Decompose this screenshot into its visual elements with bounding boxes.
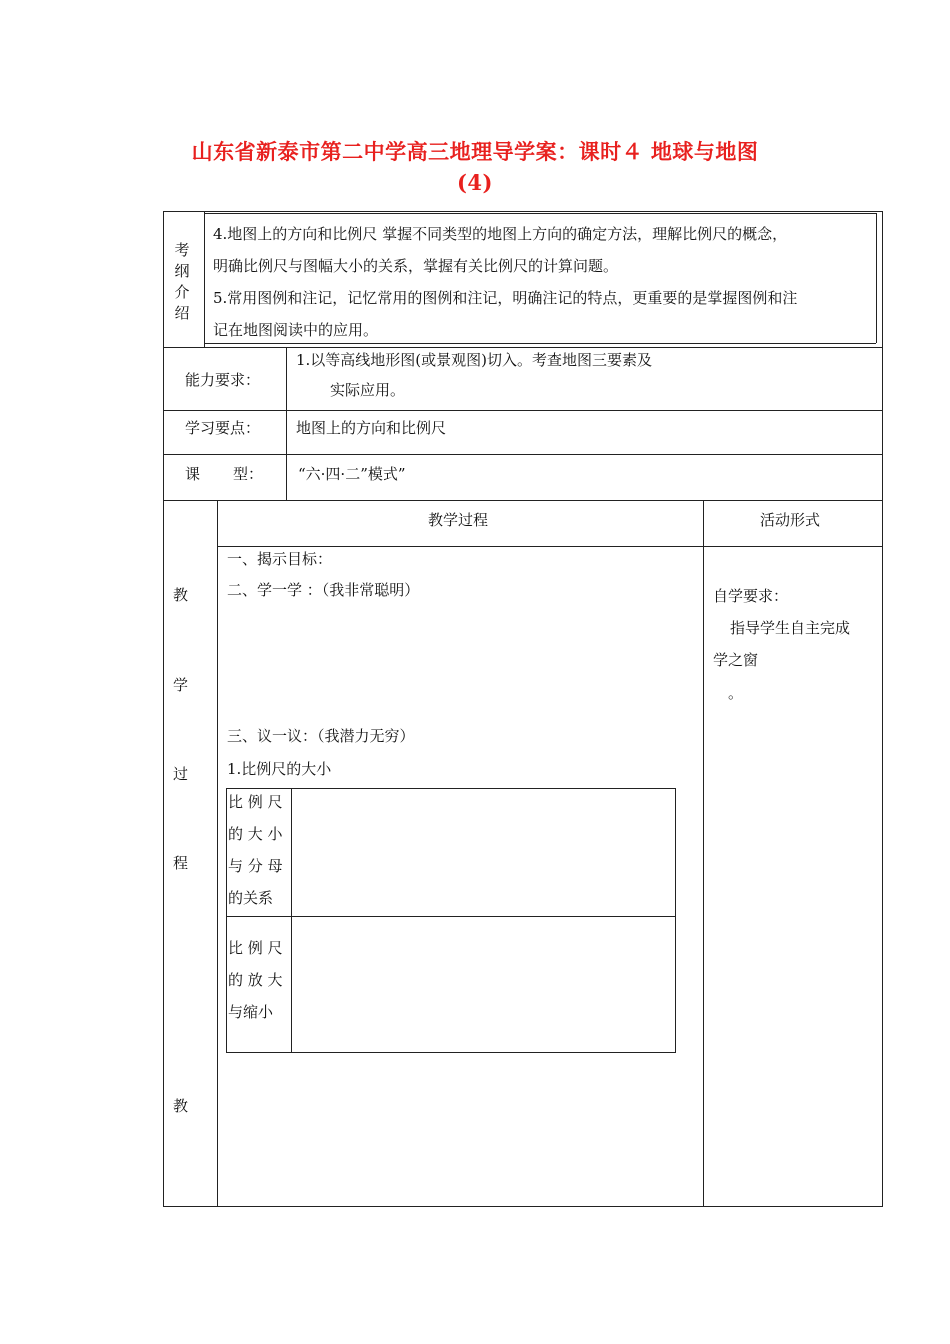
exam-intro-right-rule — [876, 213, 877, 343]
side-char-1: 教 — [173, 586, 189, 604]
key-points-label: 学习要点： — [185, 419, 261, 437]
exam-intro-line-3: 5.常用图例和注记，记忆常用的图例和注记，明确注记的特点，更重要的是掌握图例和注 — [213, 289, 798, 307]
exam-intro-label: 考纲介绍 — [174, 241, 190, 322]
lesson-type-label-a: 课 — [185, 465, 201, 483]
ability-line-2: 实际应用。 — [330, 381, 406, 399]
process-activity-divider — [703, 500, 704, 1207]
side-char-4: 程 — [173, 854, 189, 872]
lesson-type-value: “六·四·二”模式” — [298, 465, 406, 483]
activity-column-header: 活动形式 — [760, 511, 821, 529]
title-line-1: 山东省新泰市第二中学高三地理导学案：课时４ 地球与地图 — [191, 139, 759, 164]
title-line-2: (4) — [457, 170, 493, 195]
process-column-header: 教学过程 — [428, 511, 489, 529]
inner-row-1-label: 比 例 尺 的 大 小 与 分 母 的关系 — [228, 793, 283, 907]
inner-table-divider — [291, 788, 292, 1053]
item-1: 1.比例尺的大小 — [227, 760, 332, 778]
step-1: 一、揭示目标： — [227, 550, 333, 568]
process-header-rule — [217, 546, 883, 547]
scale-inner-table — [226, 788, 676, 1053]
exam-intro-content — [213, 218, 797, 346]
activity-line-3: 。 — [728, 684, 744, 702]
exam-intro-top-rule — [204, 213, 876, 214]
requirements-rule-1 — [163, 410, 883, 411]
requirements-rule-2 — [163, 454, 883, 455]
side-char-2: 学 — [173, 676, 189, 694]
key-points-value: 地图上的方向和比例尺 — [296, 419, 447, 437]
step-3: 三、议一议：（我潜力无穷） — [227, 727, 415, 745]
activity-label: 自学要求： — [713, 587, 789, 605]
ability-label: 能力要求： — [185, 371, 261, 389]
page-title — [0, 136, 950, 198]
process-side-divider — [217, 500, 218, 1207]
step-2: 二、学一学 ：（我非常聪明） — [227, 581, 420, 599]
exam-intro-line-1: 4.地图上的方向和比例尺 掌握不同类型的地图上方向的确定方法，理解比例尺的概念， — [213, 225, 788, 243]
lesson-type-label-b: 型： — [233, 465, 264, 483]
exam-intro-divider — [204, 211, 205, 348]
requirements-divider — [286, 347, 287, 501]
inner-table-row-rule — [226, 916, 676, 917]
side-char-5: 教 — [173, 1097, 189, 1115]
exam-intro-line-2: 明确比例尺与图幅大小的关系，掌握有关比例尺的计算问题。 — [213, 257, 619, 275]
ability-line-1: 1.以等高线地形图(或景观图)切入。考查地图三要素及 — [296, 351, 653, 369]
side-char-3: 过 — [173, 765, 189, 783]
exam-intro-line-4: 记在地图阅读中的应用。 — [213, 321, 379, 339]
activity-line-1: 指导学生自主完成 — [730, 619, 851, 637]
activity-line-2: 学之窗 — [713, 651, 759, 669]
requirements-section — [163, 347, 883, 501]
inner-row-2-label: 比 例 尺 的 放 大 与缩小 — [228, 939, 283, 1021]
